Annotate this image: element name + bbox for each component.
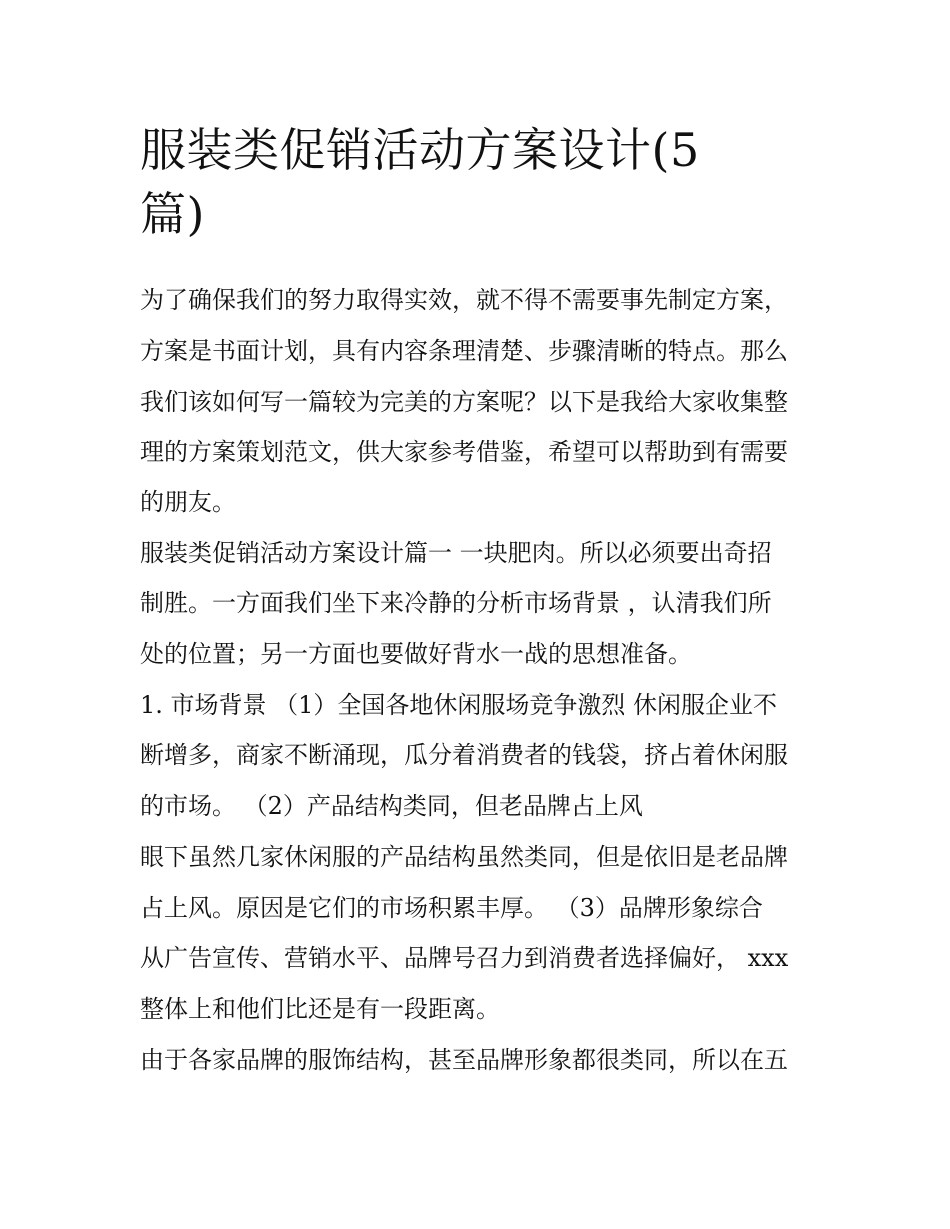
body-line-15: 整体上和他们比还是有一段距离。	[140, 995, 500, 1023]
body-line-2: 方案是书面计划，具有内容条理清楚、步骤清晰的特点。那么	[140, 337, 788, 365]
body-line-8: 处的位置；另一方面也要做好背水一战的思想准备。	[140, 640, 692, 668]
body-line-1: 为了确保我们的努力取得实效，就不得不需要事先制定方案，	[140, 286, 788, 314]
body-line-6: 服装类促销活动方案设计篇一 一块肥肉。所以必须要出奇招	[140, 539, 772, 567]
body-line-16: 由于各家品牌的服饰结构，甚至品牌形象都很类同，所以在五	[140, 1046, 788, 1074]
body-line-13: 占上风。原因是它们的市场积累丰厚。 （3）品牌形象综合	[140, 894, 763, 922]
title-line-2: 篇)	[140, 187, 205, 241]
document-title	[140, 118, 820, 246]
body-line-10: 断增多，商家不断涌现，瓜分着消费者的钱袋，挤占着休闲服	[140, 741, 788, 769]
body-line-12: 眼下虽然几家休闲服的产品结构虽然类同，但是依旧是老品牌	[140, 843, 788, 871]
title-line-1: 服装类促销活动方案设计(5	[140, 123, 700, 177]
body-line-4: 理的方案策划范文，供大家参考借鉴，希望可以帮助到有需要	[140, 438, 788, 466]
body-line-11: 的市场。 （2）产品结构类同，但老品牌占上风	[140, 792, 643, 820]
body-line-7: 制胜。一方面我们坐下来冷静的分析市场背景 ，认清我们所	[140, 589, 772, 617]
body-line-3: 我们该如何写一篇较为完美的方案呢？以下是我给大家收集整	[140, 388, 788, 416]
body-line-9: 1. 市场背景 （1）全国各地休闲服场竞争激烈 休闲服企业不	[140, 691, 778, 719]
body-line-14: 从广告宣传、营销水平、品牌号召力到消费者选择偏好， xxx	[140, 944, 789, 972]
body-line-5: 的朋友。	[140, 488, 236, 516]
